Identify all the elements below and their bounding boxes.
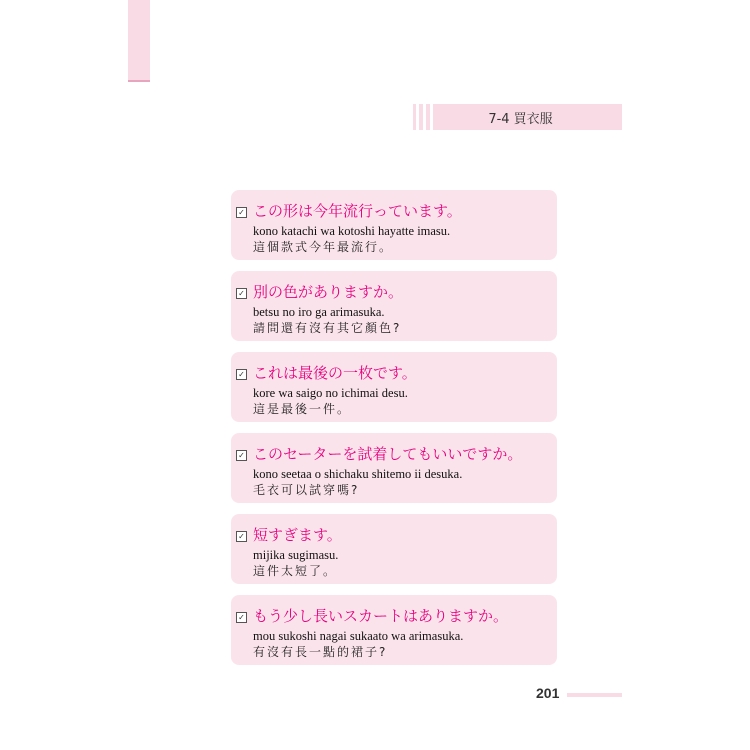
japanese-phrase: 別の色がありますか。 xyxy=(253,283,404,301)
japanese-phrase: もう少し長いスカートはありますか。 xyxy=(253,607,509,625)
chinese-translation: 這件太短了。 xyxy=(253,564,338,578)
chinese-translation: 這個款式今年最流行。 xyxy=(253,240,394,254)
corner-tab xyxy=(128,0,150,82)
chinese-translation: 請問還有沒有其它顏色? xyxy=(253,321,402,335)
phrase-card xyxy=(231,595,557,665)
header-stripes xyxy=(416,104,437,130)
phrase-card xyxy=(231,433,557,503)
checkbox-icon[interactable]: ✓ xyxy=(236,288,247,299)
page-number: 201 xyxy=(536,685,560,701)
section-header xyxy=(413,104,622,130)
romaji-text: betsu no iro ga arimasuka. xyxy=(253,305,385,319)
romaji-text: mijika sugimasu. xyxy=(253,548,339,562)
checkbox-icon[interactable]: ✓ xyxy=(236,450,247,461)
japanese-phrase: 短すぎます。 xyxy=(253,526,342,544)
phrase-card xyxy=(231,514,557,584)
checkbox-icon[interactable]: ✓ xyxy=(236,612,247,623)
romaji-text: kore wa saigo no ichimai desu. xyxy=(253,386,408,400)
romaji-text: mou sukoshi nagai sukaato wa arimasuka. xyxy=(253,629,464,643)
chinese-translation: 這是最後一件。 xyxy=(253,402,352,416)
romaji-text: kono seetaa o shichaku shitemo ii desuka. xyxy=(253,467,463,481)
japanese-phrase: この形は今年流行っています。 xyxy=(253,202,462,220)
section-title: 7-4 買衣服 xyxy=(488,111,553,127)
checkbox-icon[interactable]: ✓ xyxy=(236,369,247,380)
romaji-text: kono katachi wa kotoshi hayatte imasu. xyxy=(253,224,451,238)
chinese-translation: 有沒有長一點的裙子? xyxy=(253,645,388,659)
japanese-phrase: これは最後の一枚です。 xyxy=(253,364,417,382)
checkbox-icon[interactable]: ✓ xyxy=(236,207,247,218)
japanese-phrase: このセーターを試着してもいいですか。 xyxy=(253,445,523,463)
page-number-bar xyxy=(567,693,622,697)
checkbox-icon[interactable]: ✓ xyxy=(236,531,247,542)
phrase-card xyxy=(231,352,557,422)
phrase-card xyxy=(231,271,557,341)
phrase-card xyxy=(231,190,557,260)
chinese-translation: 毛衣可以試穿嗎? xyxy=(253,483,360,497)
phrase-list xyxy=(231,190,557,676)
